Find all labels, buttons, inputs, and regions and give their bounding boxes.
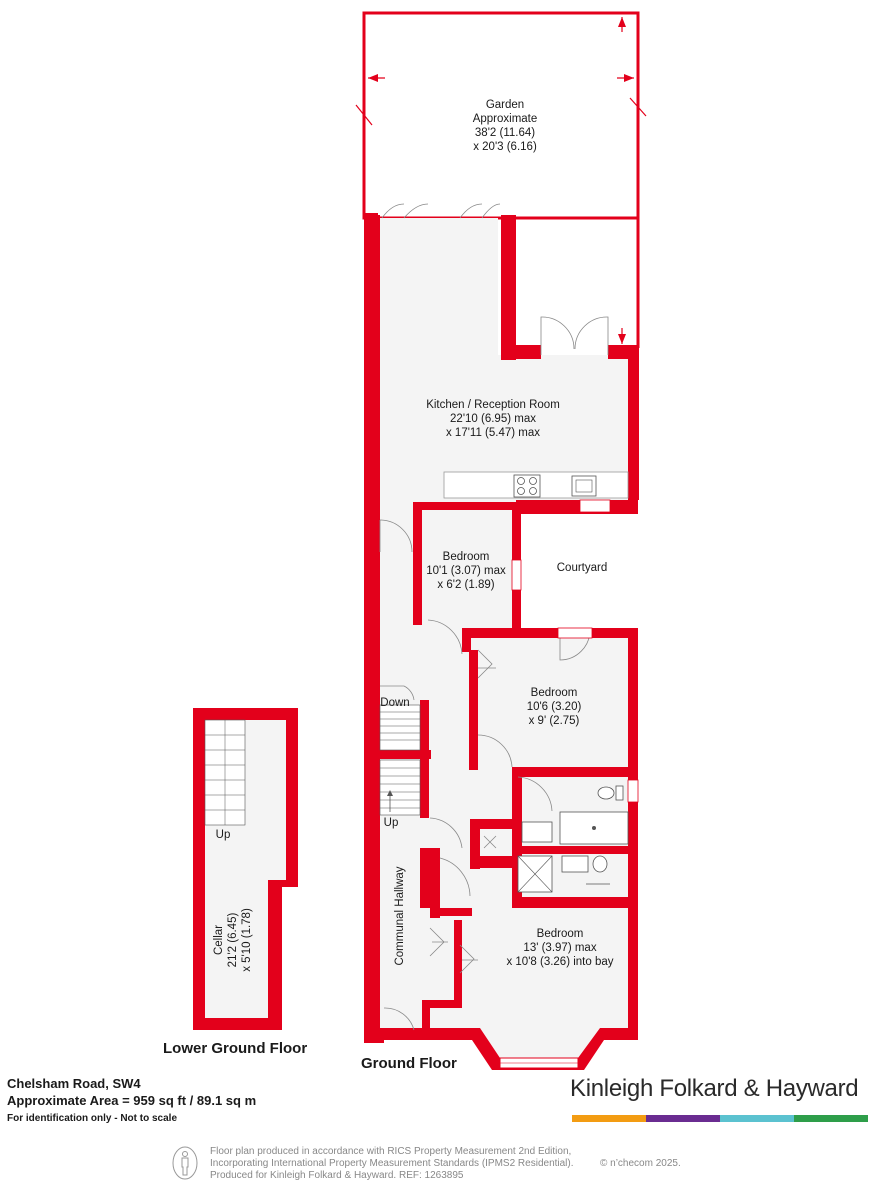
svg-text:Courtyard: Courtyard (556, 562, 608, 574)
svg-text:21'2 (6.45): 21'2 (6.45) (227, 912, 239, 968)
svg-text:38'2 (11.64): 38'2 (11.64) (474, 127, 536, 139)
rics-footer (210, 1146, 574, 1182)
svg-text:Bedroom: Bedroom (536, 928, 584, 940)
svg-text:Approximate: Approximate (472, 113, 538, 125)
room-label-courtyard (557, 562, 608, 574)
svg-text:x 5'10 (1.78): x 5'10 (1.78) (241, 908, 253, 972)
room-label-hallway: Communal Hallway (394, 866, 406, 966)
property-info (7, 1075, 256, 1109)
floor-label-lower: Lower Ground Floor (163, 1040, 308, 1057)
cellar-stairs-up-label: Up (215, 829, 231, 841)
stairs-down-label: Down (380, 697, 410, 709)
svg-text:x 20'3 (6.16): x 20'3 (6.16) (473, 141, 537, 153)
svg-text:x 6'2 (1.89): x 6'2 (1.89) (437, 579, 495, 591)
footer-line-2: Incorporating International Property Measurement Standards (IPMS2 Residential). (210, 1158, 574, 1169)
svg-text:13' (3.97) max: 13' (3.97) max (523, 942, 597, 954)
cellar-floor (193, 708, 298, 1030)
room-label-bedroom-2 (527, 687, 582, 727)
brand-logo: Kinleigh Folkard & Hayward (570, 1075, 859, 1102)
footer-line-3: Produced for Kinleigh Folkard & Hayward. REF: 1263895 (210, 1170, 464, 1181)
svg-text:Bedroom: Bedroom (530, 687, 578, 699)
svg-text:Kitchen / Reception Room: Kitchen / Reception Room (426, 399, 560, 411)
person-icon (172, 1146, 198, 1180)
svg-text:22'10 (6.95) max: 22'10 (6.95) max (450, 413, 536, 425)
svg-text:x 10'8 (3.26) into bay: x 10'8 (3.26) into bay (506, 956, 614, 968)
svg-text:Bedroom: Bedroom (442, 551, 490, 563)
footer-copyright: © n’checom 2025. (600, 1158, 681, 1169)
disclaimer: For identification only - Not to scale (7, 1113, 178, 1124)
stairs-up-label: Up (383, 817, 399, 829)
svg-text:x 17'11 (5.47) max: x 17'11 (5.47) max (445, 427, 541, 439)
svg-text:10'1 (3.07) max: 10'1 (3.07) max (426, 565, 506, 577)
brand-color-bar (572, 1115, 868, 1122)
property-area: Approximate Area = 959 sq ft / 89.1 sq m (7, 1093, 257, 1108)
floor-label-ground: Ground Floor (361, 1055, 457, 1072)
stairs-up (380, 760, 420, 815)
property-address: Chelsham Road, SW4 (7, 1076, 141, 1091)
svg-text:10'6 (3.20): 10'6 (3.20) (526, 701, 582, 713)
svg-text:Garden: Garden (485, 99, 525, 111)
svg-text:Cellar: Cellar (213, 924, 225, 956)
footer-line-1: Floor plan produced in accordance with RICS Property Measurement 2nd Edition, (210, 1146, 572, 1157)
svg-text:x 9' (2.75): x 9' (2.75) (528, 715, 580, 727)
